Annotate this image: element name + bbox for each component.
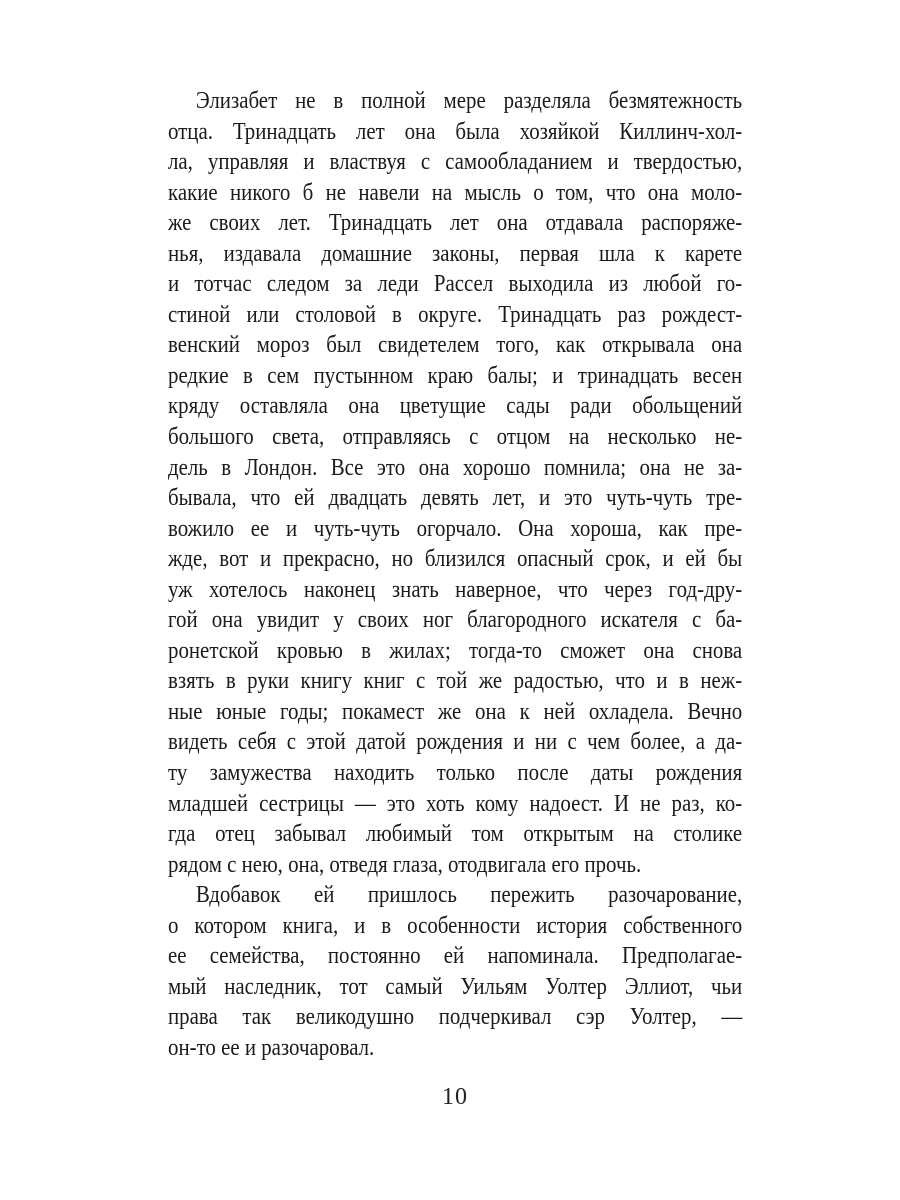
text-line: и тотчас следом за леди Рассел выходила из любой го- [168,271,743,298]
text-line: нья, издавала домашние законы, первая шла к карете [168,240,743,267]
text-line: права так великодушно подчеркивал сэр Уолтер, — [168,1004,743,1031]
text-line: ные юные годы; покамест же она к ней охладела. Вечно [168,698,743,725]
text-line: вожило ее и чуть-чуть огорчало. Она хороша, как пре- [168,515,743,542]
text-line: он-то ее и разочаровал. [168,1034,375,1061]
body-text [168,86,742,1064]
text-line: уж хотелось наконец знать наверное, что через год-дру- [168,576,743,603]
text-line: дель в Лондон. Все это она хорошо помнила; она не за- [168,454,743,481]
text-line: Элизабет не в полной мере разделяла безмятежность [195,88,743,114]
text-line: о котором книга, и в особенности история собственного [168,912,743,939]
text-line: же своих лет. Тринадцать лет она отдавала распоряже- [168,210,743,237]
text-line: гой она увидит у своих ног благородного искателя с ба- [168,607,743,634]
text-line: стиной или столовой в округе. Тринадцать раз рождест- [168,301,743,328]
text-line: видеть себя с этой датой рождения и ни с чем более, а да- [168,729,743,756]
text-line: ту замужества находить только после даты рождения [168,760,743,787]
text-line: кряду оставляла она цветущие сады ради обольщений [168,393,743,420]
text-line: взять в руки книгу книг с той же радостью, что и в неж- [168,668,743,695]
text-line: венский мороз был свидетелем того, как открывала она [168,332,743,359]
text-line: Вдобавок ей пришлось пережить разочарование, [195,882,743,909]
text-line: гда отец забывал любимый том открытым на столике [168,821,743,848]
text-line: ронетской кровью в жилах; тогда-то сможет она снова [168,637,743,664]
text-line: ее семейства, постоянно ей напоминала. Предполагае- [168,943,743,970]
text-line: рядом с нею, она, отведя глаза, отодвигала его прочь. [168,851,642,878]
text-line: мый наследник, тот самый Уильям Уолтер Эллиот, чьи [168,973,743,1000]
text-line: какие никого б не навели на мысль о том, что она моло- [168,179,743,206]
text-line: жде, вот и прекрасно, но близился опасный срок, и ей бы [168,546,743,573]
text-line: ла, управляя и властвуя с самообладанием и твердостью, [168,149,743,176]
text-line: бывала, что ей двадцать девять лет, и это чуть-чуть тре- [168,485,743,512]
page-number: 10 [442,1084,468,1110]
text-line: большого света, отправляясь с отцом на несколько не- [168,424,743,451]
text-line: младшей сестрицы — это хоть кому надоест. И не раз, ко- [168,790,743,817]
text-line: отца. Тринадцать лет она была хозяйкой Киллинч-хол- [168,118,743,145]
text-line: редкие в сем пустынном краю балы; и тринадцать весен [168,362,743,389]
